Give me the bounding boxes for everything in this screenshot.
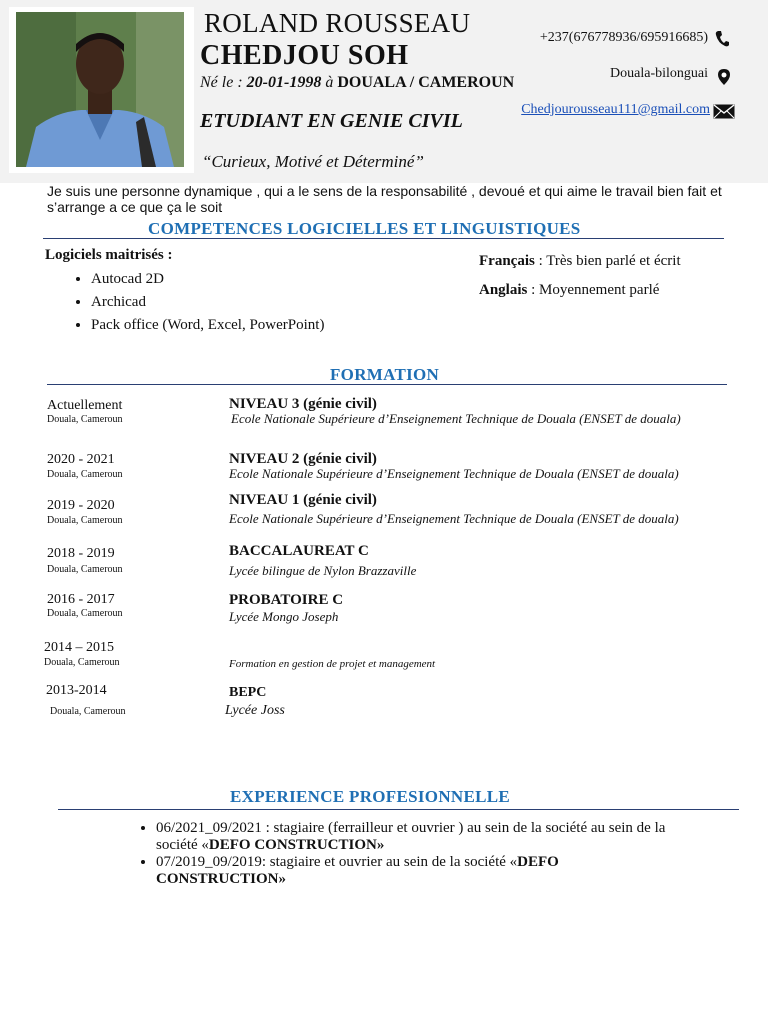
experience-item <box>156 820 676 854</box>
formation-school: Ecole Nationale Supérieure d’Enseignement Technique de Douala (ENSET de douala) <box>229 466 679 481</box>
formation-school: Lycée Joss <box>225 703 285 718</box>
formation-year: 2019 - 2020 <box>47 498 115 513</box>
experience-text: 07/2019_09/2019: stagiaire et ouvrier au sein de la société « <box>156 854 518 870</box>
experience-rule <box>58 809 739 810</box>
formation-place: Douala, Cameroun <box>47 564 123 575</box>
birth-info <box>200 74 514 92</box>
location-pin-icon <box>717 68 731 91</box>
formation-place: Douala, Cameroun <box>50 706 126 717</box>
formation-rule <box>47 384 727 385</box>
experience-section-title: EXPERIENCE PROFESIONNELLE <box>230 787 511 806</box>
phone-number[interactable]: +237(676778936/695916685) <box>539 30 708 45</box>
birth-mid: à <box>321 74 338 91</box>
name-first-line: ROLAND ROUSSEAU <box>204 8 471 38</box>
formation-title: NIVEAU 1 (génie civil) <box>229 492 377 508</box>
software-item: • Pack office (Word, Excel, PowerPoint) <box>91 314 324 337</box>
formation-school: Lycée Mongo Joseph <box>229 609 339 624</box>
language-english <box>479 282 659 299</box>
job-title: ETUDIANT EN GENIE CIVIL <box>200 110 463 132</box>
name-second-line: CHEDJOU SOH <box>200 40 409 71</box>
software-item: • Archicad <box>91 291 324 314</box>
formation-school: Lycée bilingue de Nylon Brazzaville <box>229 563 417 578</box>
skills-rule <box>43 238 724 239</box>
formation-year: 2018 - 2019 <box>47 546 115 561</box>
email-link[interactable]: Chedjourousseau111@gmail.com <box>521 102 710 117</box>
formation-year: 2013-2014 <box>46 683 107 698</box>
formation-title: NIVEAU 3 (génie civil) <box>229 396 377 412</box>
formation-title: BACCALAUREAT C <box>229 543 369 559</box>
formation-school: Ecole Nationale Supérieure d’Enseignement Technique de Douala (ENSET de douala) <box>229 511 679 526</box>
experience-company: DEFO CONSTRUCTION» <box>208 837 385 853</box>
envelope-icon <box>713 104 735 124</box>
language-name: Anglais <box>479 282 528 298</box>
formation-title: NIVEAU 2 (génie civil) <box>229 451 377 467</box>
language-level: : Très bien parlé et écrit <box>534 253 681 269</box>
formation-place: Douala, Cameroun <box>47 414 123 425</box>
language-level: : Moyennement parlé <box>527 282 660 298</box>
experience-list <box>118 820 676 888</box>
birth-place: DOUALA / CAMEROUN <box>337 74 515 91</box>
formation-title: BEPC <box>229 685 267 700</box>
formation-title: PROBATOIRE C <box>229 592 344 608</box>
address: Douala-bilonguai <box>610 66 708 81</box>
experience-item <box>156 854 676 888</box>
about-text: Je suis une personne dynamique , qui a le sens de la responsabilité , devoué et qui aime le travail bien fait et s’arrange a ce que ça le soit <box>47 183 722 215</box>
birth-prefix: Né le : <box>200 74 247 91</box>
birth-date: 20-01-1998 <box>246 74 322 91</box>
formation-year: 2016 - 2017 <box>47 592 115 607</box>
formation-place: Douala, Cameroun <box>47 469 123 480</box>
formation-school: Formation en gestion de projet et management <box>229 658 436 670</box>
formation-school: Ecole Nationale Supérieure d’Enseignement Technique de Douala (ENSET de douala) <box>231 411 681 426</box>
language-french <box>479 253 681 270</box>
formation-place: Douala, Cameroun <box>44 657 120 668</box>
formation-year: Actuellement <box>47 398 123 413</box>
phone-icon <box>714 30 730 53</box>
formation-year: 2014 – 2015 <box>44 640 114 655</box>
formation-place: Douala, Cameroun <box>47 608 123 619</box>
software-label: Logiciels maitrisés : <box>45 247 173 263</box>
formation-place: Douala, Cameroun <box>47 515 123 526</box>
skills-section-title: COMPETENCES LOGICIELLES ET LINGUISTIQUES <box>148 219 581 238</box>
software-list <box>63 268 324 337</box>
experience-company: DEFO CONSTRUCTION» <box>156 854 559 887</box>
formation-section-title: FORMATION <box>330 365 440 384</box>
profile-photo <box>16 12 184 167</box>
formation-year: 2020 - 2021 <box>47 452 115 467</box>
language-name: Français <box>479 253 535 269</box>
software-item: • Autocad 2D <box>91 268 324 291</box>
motto: “Curieux, Motivé et Déterminé” <box>202 152 424 171</box>
experience-text: 06/2021_09/2021 : stagiaire (ferrailleur et ouvrier ) au sein de la société au sein de la société « <box>156 820 666 853</box>
